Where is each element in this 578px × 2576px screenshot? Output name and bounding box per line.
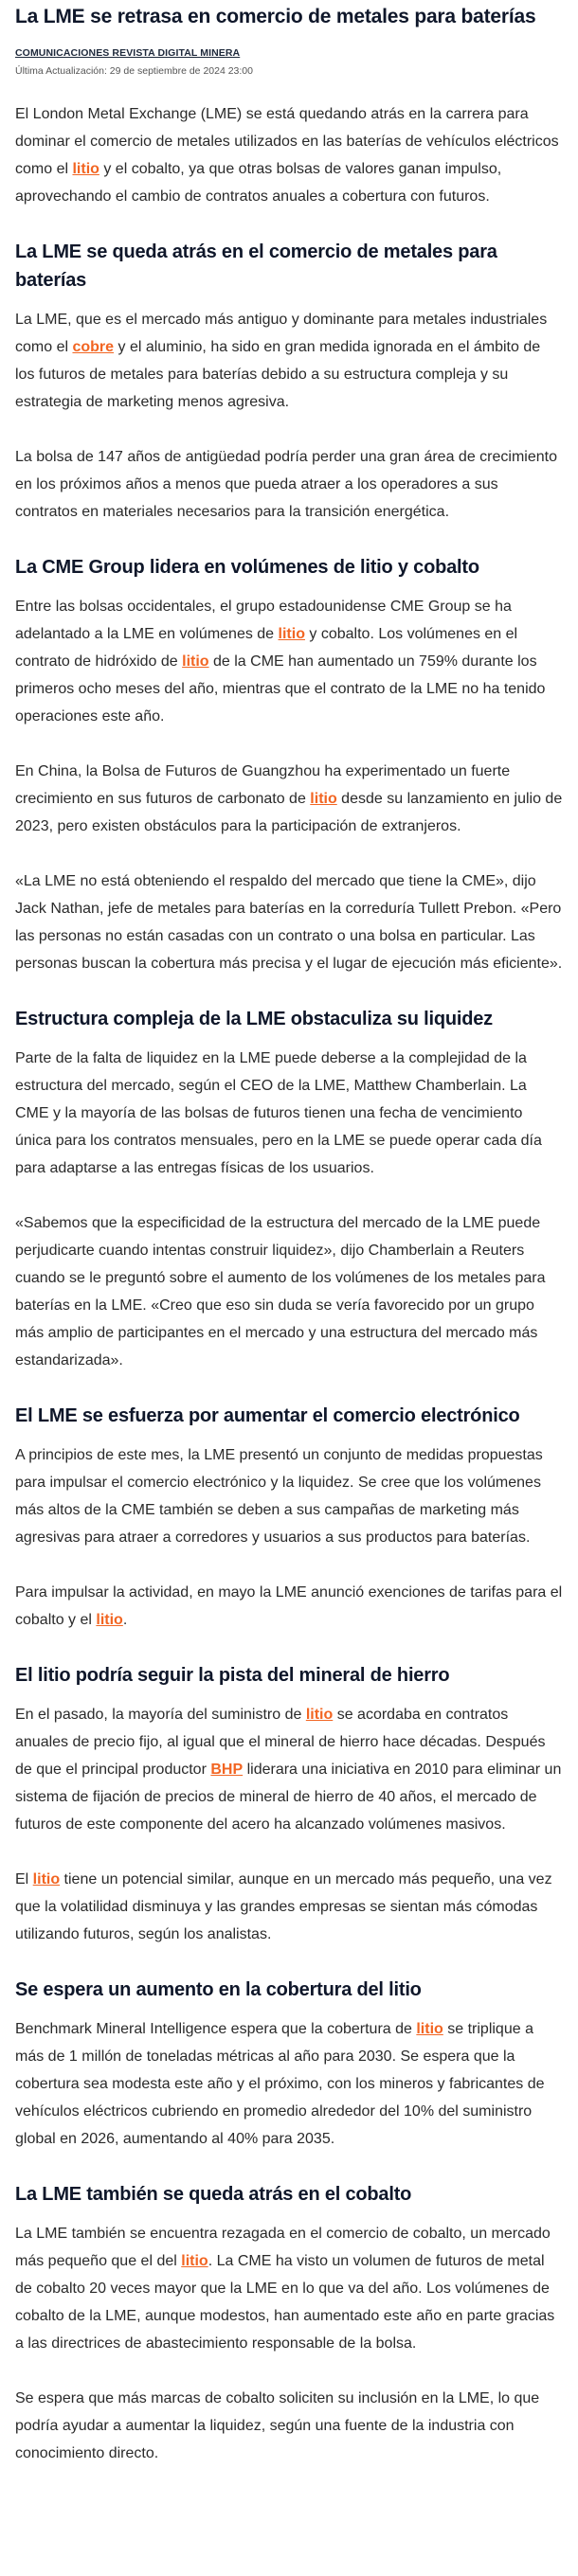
- article-paragraph: [15, 2385, 563, 2467]
- paragraph-text: .: [122, 1612, 128, 1628]
- paragraph-text: y cobalto. Los volúmenes en el contrato de hidróxido de: [15, 626, 518, 670]
- paragraph-text: desde su lanzamiento en julio de 2023, pero existen obstáculos para la participación de extranjeros.: [15, 791, 563, 834]
- paragraph-text: se triplique a más de 1 millón de toneladas métricas al año para 2030. Se espera que la cobertura sea modesta este año y el próximo, con los mineros y fabricantes de vehículos eléctricos cubriendo en promedio alrededor del 10% del suministro global en 2026, aumentando al 40% para 2035.: [15, 2021, 545, 2147]
- article-paragraph: [15, 100, 563, 210]
- keyword-link[interactable]: litio: [305, 1707, 334, 1723]
- article-body: [15, 100, 563, 2467]
- paragraph-text: y el aluminio, ha sido en gran medida ignorada en el ámbito de los futuros de metales para baterías debido a su estructura compleja y su estrategia de marketing menos agresiva.: [15, 339, 541, 410]
- section-heading: La CME Group lidera en volúmenes de litio y cobalto: [15, 557, 479, 578]
- paragraph-text: A principios de este mes, la LME presentó un conjunto de medidas propuestas para impulsar el comercio electrónico y la liquidez. Se cree que los volúmenes más altos de la CME también se deben a sus campañas de marketing más agresivas para atraer a corredores y usuarios a sus productos para baterías.: [15, 1447, 543, 1546]
- paragraph-text: La LME también se encuentra rezagada en el comercio de cobalto, un mercado más pequeño que el del: [15, 2226, 551, 2269]
- article-paragraph: [15, 2015, 563, 2153]
- section-heading: La LME también se queda atrás en el cobalto: [15, 2184, 412, 2205]
- paragraph-text: tiene un potencial similar, aunque en un mercado más pequeño, una vez que la volatilidad disminuya y las grandes empresas se sientan más cómodas utilizando futuros, según los analistas.: [15, 1871, 552, 1942]
- paragraph-text: «Sabemos que la especificidad de la estructura del mercado de la LME puede perjudicarte cuando intentas construir liquidez», dijo Chamberlain a Reuters cuando se le preguntó sobre el aumento de los volúmenes de los metales para baterías en la LME. «Creo que eso sin duda se vería favorecido por un grupo más amplio de participantes en el mercado y una estructura del mercado más estandarizada».: [15, 1215, 546, 1368]
- keyword-link[interactable]: litio: [278, 626, 305, 642]
- keyword-link[interactable]: litio: [72, 161, 99, 177]
- article-paragraph: [15, 443, 563, 526]
- paragraph-text: «La LME no está obteniendo el respaldo del mercado que tiene la CME», dijo Jack Nathan, jefe de metales para baterías en la correduría Tullett Prebon. «Pero las personas no están casadas con un contrato o una bolsa en particular. Las personas buscan la cobertura más precisa y el lugar de ejecución más eficiente».: [15, 873, 563, 972]
- paragraph-text: y el cobalto, ya que otras bolsas de valores ganan impulso, aprovechando el cambio de contratos anuales a cobertura con futuros.: [15, 161, 502, 205]
- article-paragraph: [15, 1866, 563, 1948]
- author-link[interactable]: COMUNICACIONES REVISTA DIGITAL MINERA: [15, 47, 241, 59]
- keyword-link[interactable]: litio: [32, 1871, 61, 1887]
- article-paragraph: [15, 868, 563, 977]
- paragraph-text: de la CME han aumentado un 759% durante los primeros ocho meses del año, mientras que el contrato de la LME no ha tenido operaciones este año.: [15, 653, 546, 724]
- article-paragraph: [15, 306, 563, 416]
- section-heading: El litio podría seguir la pista del mineral de hierro: [15, 1665, 450, 1686]
- paragraph-text: El: [15, 1871, 33, 1887]
- article-paragraph: [15, 1579, 563, 1634]
- paragraph-text: Benchmark Mineral Intelligence espera que la cobertura de: [15, 2021, 417, 2037]
- paragraph-text: Se espera que más marcas de cobalto soliciten su inclusión en la LME, lo que podría ayudar a aumentar la liquidez, según una fuente de la industria con conocimiento directo.: [15, 2390, 540, 2461]
- paragraph-text: Entre las bolsas occidentales, el grupo estadounidense CME Group se ha adelantado a la LME en volúmenes de: [15, 599, 512, 642]
- keyword-link[interactable]: litio: [181, 2253, 208, 2269]
- section-heading: El LME se esfuerza por aumentar el comercio electrónico: [15, 1405, 520, 1426]
- last-updated: Última Actualización: 29 de septiembre de 2024 23:00: [15, 65, 253, 77]
- paragraph-text: En el pasado, la mayoría del suministro de: [15, 1707, 306, 1723]
- paragraph-text: Para impulsar la actividad, en mayo la LME anunció exenciones de tarifas para el cobalto y el: [15, 1584, 563, 1628]
- keyword-link[interactable]: litio: [416, 2021, 443, 2037]
- paragraph-text: se acordaba en contratos anuales de precio fijo, al igual que el mineral de hierro hace décadas. Después de que el principal productor: [15, 1707, 546, 1778]
- paragraph-text: La bolsa de 147 años de antigüedad podría perder una gran área de crecimiento en los próximos años a menos que pueda atraer a los operadores a sus contratos en materiales necesarios para la transición energética.: [15, 449, 557, 520]
- section-heading: Estructura compleja de la LME obstaculiza su liquidez: [15, 1009, 493, 1029]
- keyword-link[interactable]: litio: [310, 791, 337, 807]
- article-paragraph: [15, 1209, 563, 1374]
- article-paragraph: [15, 593, 563, 730]
- paragraph-text: La LME, que es el mercado más antiguo y dominante para metales industriales como el: [15, 312, 548, 355]
- article-paragraph: [15, 758, 563, 840]
- keyword-link[interactable]: cobre: [72, 339, 115, 355]
- article-title: La LME se retrasa en comercio de metales para baterías: [15, 6, 536, 27]
- section-heading: La LME se queda atrás en el comercio de metales para baterías: [15, 242, 497, 291]
- keyword-link[interactable]: litio: [182, 653, 209, 670]
- paragraph-text: Parte de la falta de liquidez en la LME puede deberse a la complejidad de la estructura del mercado, según el CEO de la LME, Matthew Chamberlain. La CME y la mayoría de las bolsas de futuros tienen una fecha de vencimiento única para los contratos mensuales, pero en la LME se puede operar cada día para adaptarse a las entregas físicas de los usuarios.: [15, 1050, 542, 1176]
- article-paragraph: [15, 1441, 563, 1551]
- paragraph-text: liderara una iniciativa en 2010 para eliminar un sistema de fijación de precios de mineral de hierro de 40 años, el mercado de futuros de este componente del acero ha alcanzado volúmenes masivos.: [15, 1762, 562, 1833]
- article-paragraph: [15, 1045, 563, 1182]
- keyword-link[interactable]: litio: [96, 1612, 123, 1628]
- paragraph-text: En China, la Bolsa de Futuros de Guangzhou ha experimentado un fuerte crecimiento en sus futuros de carbonato de: [15, 763, 511, 807]
- paragraph-text: . La CME ha visto un volumen de futuros de metal de cobalto 20 veces mayor que la LME en lo que va del año. Los volúmenes de cobalto de la LME, aunque modestos, han aumentado este año en parte gracias a las directrices de abastecimiento responsable de la bolsa.: [15, 2253, 555, 2352]
- section-heading: Se espera un aumento en la cobertura del litio: [15, 1979, 422, 2000]
- article-paragraph: [15, 1701, 563, 1838]
- keyword-link[interactable]: BHP: [210, 1762, 244, 1778]
- article-paragraph: [15, 2220, 563, 2357]
- paragraph-text: El London Metal Exchange (LME) se está quedando atrás en la carrera para dominar el comercio de metales utilizados en las baterías de vehículos eléctricos como el: [15, 106, 559, 177]
